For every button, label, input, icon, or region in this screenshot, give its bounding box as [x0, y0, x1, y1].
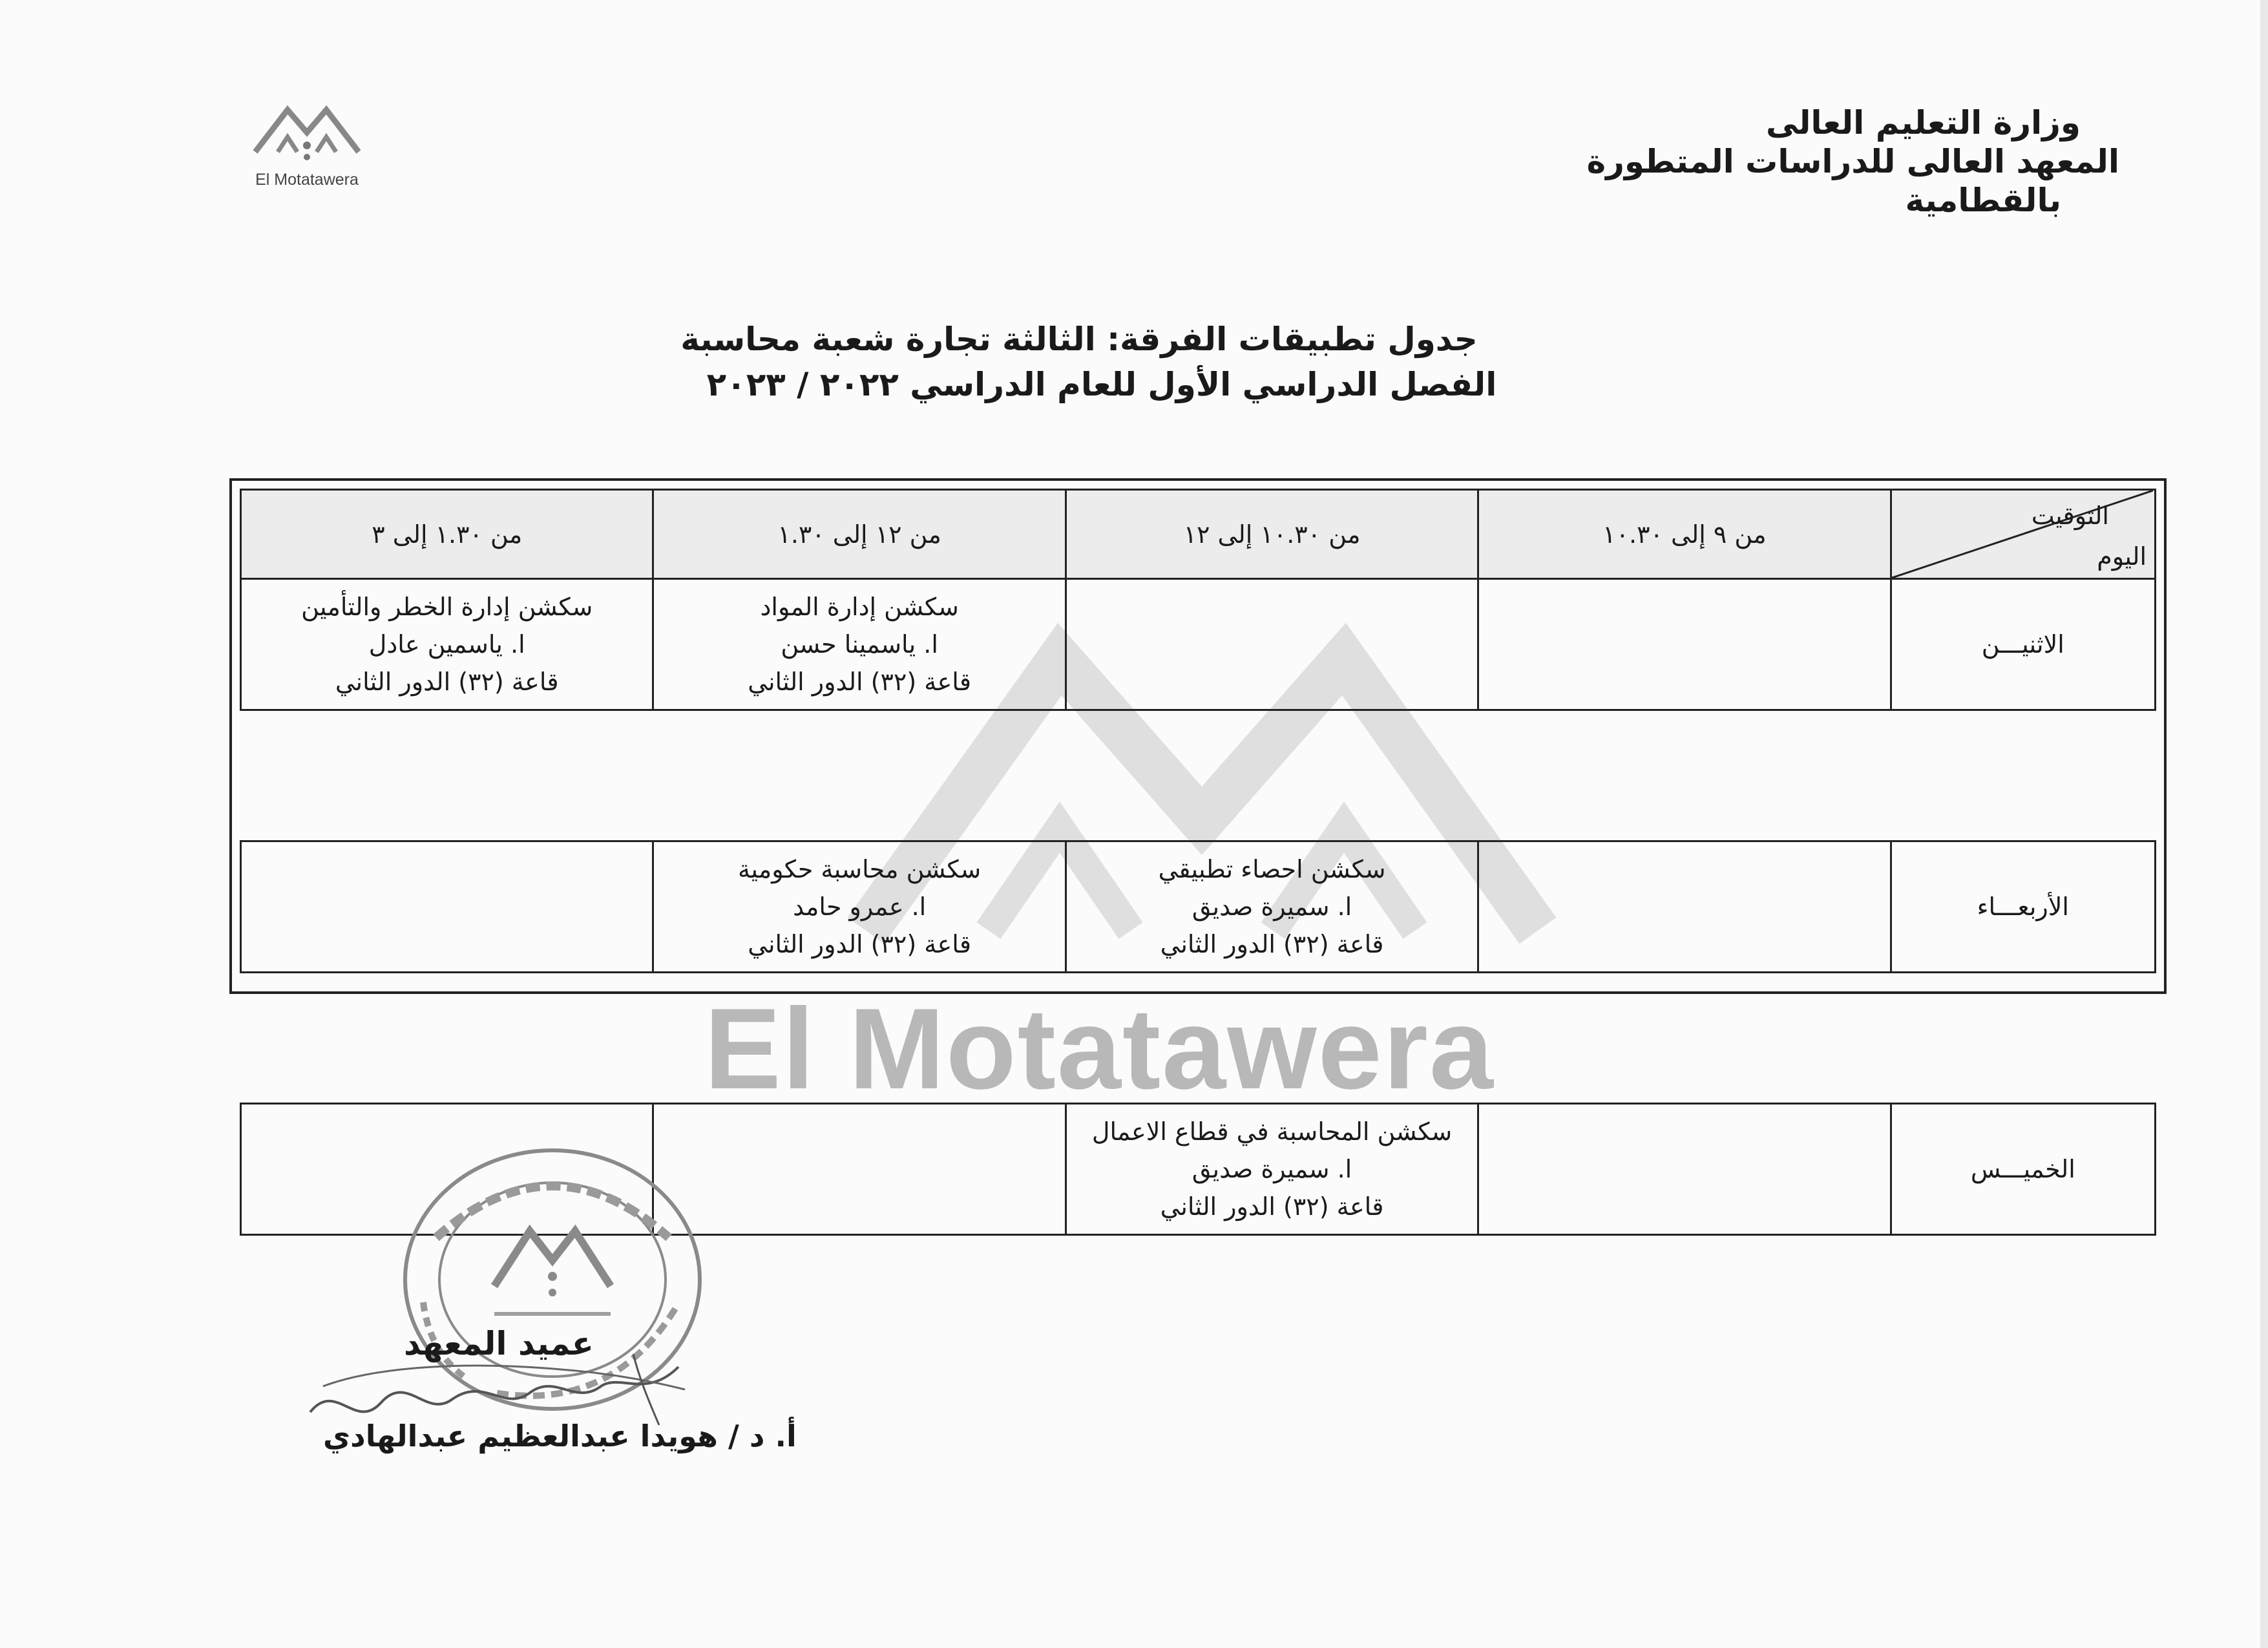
session-title: سكشن إدارة الخطر والتأمين [301, 593, 593, 621]
corner-header-cell [1891, 490, 2155, 579]
time-slot-header: من ١٢ إلى ١.٣٠ [653, 490, 1066, 579]
ministry-header [1344, 103, 2119, 220]
mountain-logo-icon [249, 97, 365, 168]
title-line-2: الفصل الدراسي الأول للعام الدراسي ٢٠٢٢ / ٢٠٢٣ [706, 366, 1497, 403]
session-room: قاعة (٣٢) الدور الثاني [1160, 1192, 1384, 1221]
session-cell [241, 579, 653, 710]
dean-name: أ. د / هويدا عبدالعظيم عبدالهادي [323, 1419, 797, 1453]
header-row [241, 490, 2156, 579]
title-line-1: جدول تطبيقات الفرقة: الثالثة تجارة شعبة محاسبة [680, 321, 1478, 358]
institute-line: المعهد العالى للدراسات المتطورة [1586, 143, 2119, 180]
session-cell [1066, 579, 1478, 710]
row-gap-cell [241, 973, 2156, 1104]
schedule-table [240, 489, 2156, 1236]
session-cell [1478, 579, 1891, 710]
session-cell [653, 1104, 1066, 1235]
table-row-monday [241, 579, 2156, 710]
day-cell: الاثنيـــن [1891, 579, 2155, 710]
session-instructor: ا. سميرة صديق [1192, 1155, 1352, 1183]
time-slot-header: من ١.٣٠ إلى ٣ [241, 490, 653, 579]
location-line: بالقطامية [1905, 182, 2061, 219]
session-instructor: ا. سميرة صديق [1192, 893, 1352, 921]
scan-edge [2260, 0, 2268, 1648]
ministry-line: وزارة التعليم العالى [1766, 104, 2081, 142]
session-cell [1066, 1104, 1478, 1235]
session-cell [1478, 841, 1891, 973]
session-title: سكشن محاسبة حكومية [738, 855, 982, 883]
row-gap-cell [241, 710, 2156, 841]
session-title: سكشن احصاء تطبيقي [1158, 855, 1386, 883]
row-gap [241, 973, 2156, 1104]
institute-logo [239, 97, 375, 189]
corner-day-label: اليوم [2097, 542, 2147, 571]
session-room: قاعة (٣٢) الدور الثاني [1160, 930, 1384, 958]
time-slot-header: من ٩ إلى ١٠.٣٠ [1478, 490, 1891, 579]
session-cell [1478, 1104, 1891, 1235]
time-slot-header: من ١٠.٣٠ إلى ١٢ [1066, 490, 1478, 579]
watermark-text: El Motatawera [704, 984, 1495, 1113]
session-instructor: ا. ياسمين عادل [368, 630, 525, 659]
row-gap [241, 710, 2156, 841]
day-cell: الأربعـــاء [1891, 841, 2155, 973]
session-room: قاعة (٣٢) الدور الثاني [748, 668, 972, 696]
table-row-wednesday [241, 841, 2156, 973]
logo-text: El Motatawera [255, 171, 359, 189]
session-room: قاعة (٣٢) الدور الثاني [335, 668, 559, 696]
session-cell [1066, 841, 1478, 973]
session-room: قاعة (٣٢) الدور الثاني [748, 930, 972, 958]
session-title: سكشن المحاسبة في قطاع الاعمال [1091, 1117, 1453, 1146]
schedule-title [0, 317, 1964, 407]
session-title: سكشن إدارة المواد [760, 593, 959, 621]
session-cell [653, 579, 1066, 710]
session-cell [653, 841, 1066, 973]
session-instructor: ا. ياسمينا حسن [781, 630, 938, 659]
session-cell [241, 841, 653, 973]
dean-title: عميد المعهد [404, 1325, 594, 1362]
session-instructor: ا. عمرو حامد [793, 893, 927, 921]
corner-time-label: التوقيت [2031, 502, 2109, 530]
day-cell: الخميـــس [1891, 1104, 2155, 1235]
